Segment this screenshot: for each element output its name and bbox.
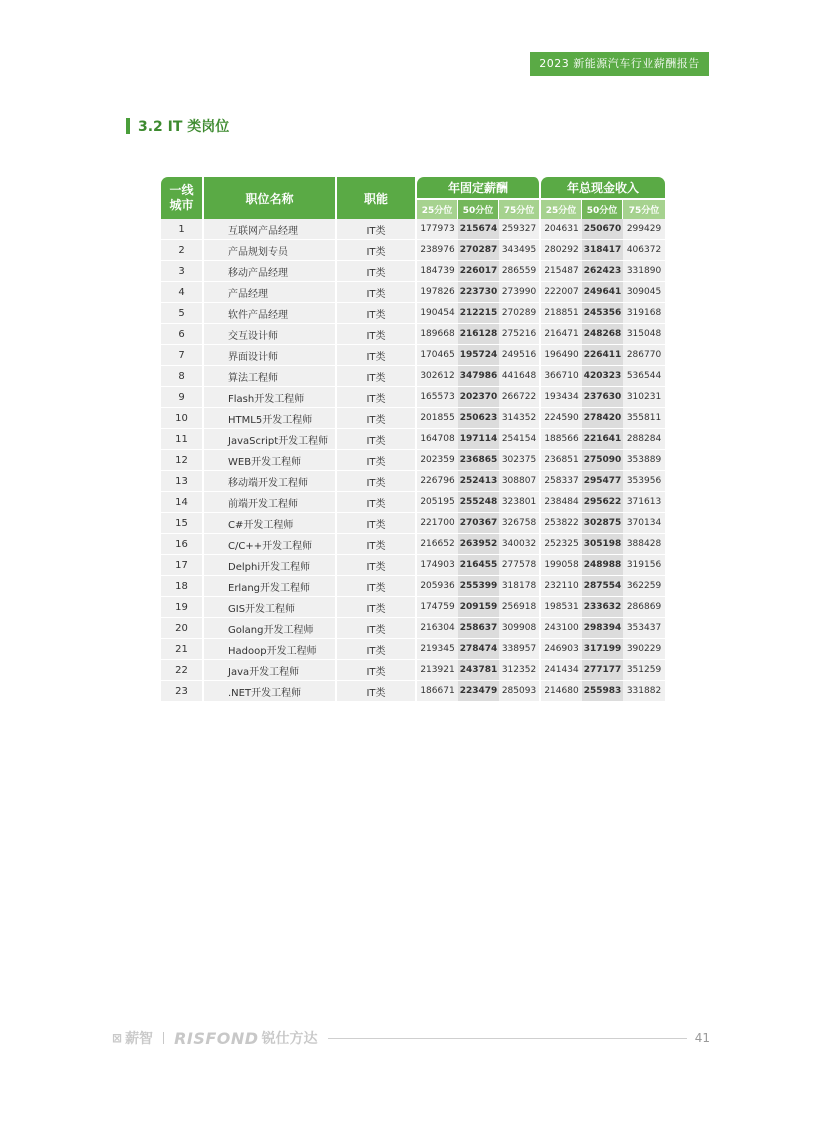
row-index: 20 xyxy=(161,618,204,639)
row-total-p25: 253822 xyxy=(541,513,582,534)
row-index: 22 xyxy=(161,660,204,681)
page-footer xyxy=(112,1027,710,1049)
row-position-name: 交互设计师 xyxy=(204,324,337,345)
row-fixed-p50: 243781 xyxy=(458,660,499,681)
row-total-p50: 237630 xyxy=(582,387,623,408)
row-fixed-p25: 302612 xyxy=(417,366,458,387)
row-fixed-p75: 273990 xyxy=(499,282,541,303)
row-function: IT类 xyxy=(337,303,417,324)
row-total-p25: 222007 xyxy=(541,282,582,303)
row-fixed-p75: 302375 xyxy=(499,450,541,471)
row-total-p75: 315048 xyxy=(623,324,665,345)
row-fixed-p75: 343495 xyxy=(499,240,541,261)
table-row xyxy=(161,219,665,240)
risfond-logo: RISFOND xyxy=(174,1028,259,1048)
row-fixed-p25: 186671 xyxy=(417,681,458,702)
table-row xyxy=(161,408,665,429)
row-fixed-p75: 275216 xyxy=(499,324,541,345)
row-total-p75: 406372 xyxy=(623,240,665,261)
row-total-p25: 246903 xyxy=(541,639,582,660)
row-position-name: Hadoop开发工程师 xyxy=(204,639,337,660)
row-fixed-p75: 441648 xyxy=(499,366,541,387)
row-index: 21 xyxy=(161,639,204,660)
row-total-p75: 351259 xyxy=(623,660,665,681)
row-fixed-p75: 309908 xyxy=(499,618,541,639)
row-total-p50: 248268 xyxy=(582,324,623,345)
row-total-p25: 238484 xyxy=(541,492,582,513)
row-fixed-p75: 340032 xyxy=(499,534,541,555)
row-fixed-p25: 216652 xyxy=(417,534,458,555)
row-fixed-p75: 270289 xyxy=(499,303,541,324)
row-function: IT类 xyxy=(337,618,417,639)
row-function: IT类 xyxy=(337,261,417,282)
row-fixed-p50: 216128 xyxy=(458,324,499,345)
row-total-p25: 199058 xyxy=(541,555,582,576)
table-row xyxy=(161,387,665,408)
salary-table xyxy=(161,177,665,702)
table-row xyxy=(161,660,665,681)
row-index: 9 xyxy=(161,387,204,408)
row-index: 1 xyxy=(161,219,204,240)
row-position-name: Erlang开发工程师 xyxy=(204,576,337,597)
row-index: 12 xyxy=(161,450,204,471)
row-total-p75: 288284 xyxy=(623,429,665,450)
section-heading xyxy=(126,118,229,134)
row-index: 4 xyxy=(161,282,204,303)
row-fixed-p25: 205195 xyxy=(417,492,458,513)
row-total-p25: 196490 xyxy=(541,345,582,366)
row-fixed-p25: 221700 xyxy=(417,513,458,534)
row-position-name: 移动产品经理 xyxy=(204,261,337,282)
row-total-p50: 221641 xyxy=(582,429,623,450)
row-fixed-p50: 223479 xyxy=(458,681,499,702)
row-total-p75: 319168 xyxy=(623,303,665,324)
row-total-p50: 420323 xyxy=(582,366,623,387)
table-row xyxy=(161,513,665,534)
row-index: 17 xyxy=(161,555,204,576)
row-index: 18 xyxy=(161,576,204,597)
row-position-name: 界面设计师 xyxy=(204,345,337,366)
row-index: 23 xyxy=(161,681,204,702)
row-fixed-p25: 219345 xyxy=(417,639,458,660)
xinzhi-logo-icon: ⊠ xyxy=(112,1031,123,1045)
row-fixed-p25: 201855 xyxy=(417,408,458,429)
row-function: IT类 xyxy=(337,513,417,534)
row-fixed-p25: 205936 xyxy=(417,576,458,597)
row-function: IT类 xyxy=(337,555,417,576)
row-position-name: 算法工程师 xyxy=(204,366,337,387)
table-row xyxy=(161,345,665,366)
row-fixed-p25: 190454 xyxy=(417,303,458,324)
row-function: IT类 xyxy=(337,576,417,597)
row-total-p50: 318417 xyxy=(582,240,623,261)
row-fixed-p50: 226017 xyxy=(458,261,499,282)
row-total-p50: 298394 xyxy=(582,618,623,639)
row-index: 16 xyxy=(161,534,204,555)
row-function: IT类 xyxy=(337,387,417,408)
header-total-cash: 年总现金收入 xyxy=(541,177,665,200)
row-index: 8 xyxy=(161,366,204,387)
row-position-name: GIS开发工程师 xyxy=(204,597,337,618)
header-city-tier xyxy=(161,177,204,219)
row-index: 7 xyxy=(161,345,204,366)
row-fixed-p75: 259327 xyxy=(499,219,541,240)
row-position-name: Flash开发工程师 xyxy=(204,387,337,408)
row-total-p75: 536544 xyxy=(623,366,665,387)
row-fixed-p25: 197826 xyxy=(417,282,458,303)
row-total-p50: 255983 xyxy=(582,681,623,702)
row-fixed-p75: 256918 xyxy=(499,597,541,618)
row-fixed-p75: 254154 xyxy=(499,429,541,450)
salary-table-body xyxy=(161,219,665,702)
row-index: 10 xyxy=(161,408,204,429)
row-fixed-p25: 177973 xyxy=(417,219,458,240)
row-total-p25: 258337 xyxy=(541,471,582,492)
row-position-name: 移动端开发工程师 xyxy=(204,471,337,492)
row-function: IT类 xyxy=(337,282,417,303)
row-total-p50: 249641 xyxy=(582,282,623,303)
row-function: IT类 xyxy=(337,429,417,450)
row-fixed-p50: 255399 xyxy=(458,576,499,597)
row-function: IT类 xyxy=(337,471,417,492)
row-fixed-p25: 189668 xyxy=(417,324,458,345)
row-total-p50: 317199 xyxy=(582,639,623,660)
row-fixed-p50: 270367 xyxy=(458,513,499,534)
row-fixed-p25: 202359 xyxy=(417,450,458,471)
row-total-p75: 331882 xyxy=(623,681,665,702)
row-total-p25: 252325 xyxy=(541,534,582,555)
row-fixed-p75: 318178 xyxy=(499,576,541,597)
row-fixed-p25: 238976 xyxy=(417,240,458,261)
row-fixed-p25: 226796 xyxy=(417,471,458,492)
row-fixed-p75: 323801 xyxy=(499,492,541,513)
row-total-p25: 241434 xyxy=(541,660,582,681)
row-fixed-p50: 223730 xyxy=(458,282,499,303)
header-fixed-p50: 50分位 xyxy=(458,200,499,219)
row-fixed-p75: 285093 xyxy=(499,681,541,702)
row-function: IT类 xyxy=(337,660,417,681)
row-fixed-p25: 184739 xyxy=(417,261,458,282)
row-total-p50: 302875 xyxy=(582,513,623,534)
row-fixed-p25: 170465 xyxy=(417,345,458,366)
row-total-p25: 193434 xyxy=(541,387,582,408)
row-total-p50: 275090 xyxy=(582,450,623,471)
report-title-tag: 2023 新能源汽车行业薪酬报告 xyxy=(530,52,709,76)
table-row xyxy=(161,240,665,261)
footer-divider xyxy=(163,1032,164,1044)
row-function: IT类 xyxy=(337,324,417,345)
risfond-logo-cn: 锐仕方达 xyxy=(261,1031,318,1047)
row-fixed-p50: 250623 xyxy=(458,408,499,429)
row-total-p25: 216471 xyxy=(541,324,582,345)
row-position-name: JavaScript开发工程师 xyxy=(204,429,337,450)
row-total-p50: 226411 xyxy=(582,345,623,366)
table-row xyxy=(161,597,665,618)
row-total-p75: 390229 xyxy=(623,639,665,660)
page-number: 41 xyxy=(694,1031,710,1045)
row-position-name: C/C++开发工程师 xyxy=(204,534,337,555)
row-total-p75: 362259 xyxy=(623,576,665,597)
row-fixed-p50: 197114 xyxy=(458,429,499,450)
header-function: 职能 xyxy=(337,177,417,219)
table-row xyxy=(161,492,665,513)
row-function: IT类 xyxy=(337,492,417,513)
row-total-p75: 353437 xyxy=(623,618,665,639)
header-position-name: 职位名称 xyxy=(204,177,337,219)
row-total-p25: 366710 xyxy=(541,366,582,387)
row-fixed-p50: 216455 xyxy=(458,555,499,576)
row-position-name: 互联网产品经理 xyxy=(204,219,337,240)
row-total-p50: 248988 xyxy=(582,555,623,576)
row-fixed-p75: 266722 xyxy=(499,387,541,408)
row-total-p50: 295477 xyxy=(582,471,623,492)
row-fixed-p25: 213921 xyxy=(417,660,458,681)
row-position-name: 前端开发工程师 xyxy=(204,492,337,513)
table-row xyxy=(161,429,665,450)
table-row xyxy=(161,261,665,282)
row-fixed-p50: 215674 xyxy=(458,219,499,240)
row-total-p75: 309045 xyxy=(623,282,665,303)
row-index: 13 xyxy=(161,471,204,492)
header-total-p25: 25分位 xyxy=(541,200,582,219)
row-index: 2 xyxy=(161,240,204,261)
row-fixed-p25: 174759 xyxy=(417,597,458,618)
row-total-p50: 233632 xyxy=(582,597,623,618)
row-index: 6 xyxy=(161,324,204,345)
row-function: IT类 xyxy=(337,219,417,240)
row-total-p75: 286770 xyxy=(623,345,665,366)
header-city-tier-label: 一线 城市 xyxy=(169,183,194,212)
table-row xyxy=(161,681,665,702)
row-fixed-p50: 255248 xyxy=(458,492,499,513)
footer-rule xyxy=(328,1038,687,1039)
row-total-p25: 218851 xyxy=(541,303,582,324)
table-row xyxy=(161,639,665,660)
table-row xyxy=(161,618,665,639)
row-fixed-p50: 209159 xyxy=(458,597,499,618)
row-function: IT类 xyxy=(337,240,417,261)
row-total-p50: 250670 xyxy=(582,219,623,240)
row-total-p75: 353889 xyxy=(623,450,665,471)
row-function: IT类 xyxy=(337,345,417,366)
row-position-name: Java开发工程师 xyxy=(204,660,337,681)
row-position-name: Delphi开发工程师 xyxy=(204,555,337,576)
row-total-p75: 299429 xyxy=(623,219,665,240)
row-index: 19 xyxy=(161,597,204,618)
row-fixed-p25: 164708 xyxy=(417,429,458,450)
row-total-p25: 232110 xyxy=(541,576,582,597)
row-total-p50: 262423 xyxy=(582,261,623,282)
header-fixed-salary: 年固定薪酬 xyxy=(417,177,541,200)
row-fixed-p50: 252413 xyxy=(458,471,499,492)
row-fixed-p25: 165573 xyxy=(417,387,458,408)
row-position-name: HTML5开发工程师 xyxy=(204,408,337,429)
row-total-p75: 371613 xyxy=(623,492,665,513)
row-function: IT类 xyxy=(337,408,417,429)
row-index: 5 xyxy=(161,303,204,324)
row-index: 14 xyxy=(161,492,204,513)
row-total-p25: 214680 xyxy=(541,681,582,702)
row-fixed-p50: 202370 xyxy=(458,387,499,408)
table-row xyxy=(161,366,665,387)
row-total-p50: 305198 xyxy=(582,534,623,555)
section-title: 3.2 IT 类岗位 xyxy=(138,119,230,135)
table-row xyxy=(161,471,665,492)
row-total-p25: 204631 xyxy=(541,219,582,240)
row-function: IT类 xyxy=(337,450,417,471)
row-fixed-p50: 263952 xyxy=(458,534,499,555)
row-fixed-p50: 236865 xyxy=(458,450,499,471)
row-function: IT类 xyxy=(337,639,417,660)
table-row xyxy=(161,555,665,576)
row-position-name: 产品规划专员 xyxy=(204,240,337,261)
row-total-p25: 198531 xyxy=(541,597,582,618)
row-position-name: WEB开发工程师 xyxy=(204,450,337,471)
row-total-p75: 319156 xyxy=(623,555,665,576)
row-fixed-p75: 286559 xyxy=(499,261,541,282)
row-fixed-p75: 312352 xyxy=(499,660,541,681)
header-fixed-p75: 75分位 xyxy=(499,200,541,219)
row-total-p25: 280292 xyxy=(541,240,582,261)
row-fixed-p50: 270287 xyxy=(458,240,499,261)
header-fixed-p25: 25分位 xyxy=(417,200,458,219)
row-function: IT类 xyxy=(337,681,417,702)
row-total-p25: 188566 xyxy=(541,429,582,450)
row-fixed-p25: 216304 xyxy=(417,618,458,639)
row-total-p50: 277177 xyxy=(582,660,623,681)
row-fixed-p50: 195724 xyxy=(458,345,499,366)
row-index: 15 xyxy=(161,513,204,534)
row-total-p25: 224590 xyxy=(541,408,582,429)
salary-table-container xyxy=(161,177,665,702)
row-total-p75: 310231 xyxy=(623,387,665,408)
row-index: 3 xyxy=(161,261,204,282)
table-row xyxy=(161,282,665,303)
row-fixed-p75: 338957 xyxy=(499,639,541,660)
row-function: IT类 xyxy=(337,366,417,387)
row-total-p75: 370134 xyxy=(623,513,665,534)
row-total-p50: 278420 xyxy=(582,408,623,429)
section-marker xyxy=(126,118,130,134)
header-total-p75: 75分位 xyxy=(623,200,665,219)
row-position-name: 软件产品经理 xyxy=(204,303,337,324)
row-fixed-p50: 278474 xyxy=(458,639,499,660)
row-position-name: .NET开发工程师 xyxy=(204,681,337,702)
table-row xyxy=(161,303,665,324)
row-fixed-p75: 308807 xyxy=(499,471,541,492)
row-fixed-p75: 326758 xyxy=(499,513,541,534)
table-row xyxy=(161,534,665,555)
xinzhi-logo-text: 薪智 xyxy=(125,1031,154,1047)
table-row xyxy=(161,324,665,345)
row-total-p75: 286869 xyxy=(623,597,665,618)
row-fixed-p50: 258637 xyxy=(458,618,499,639)
table-row xyxy=(161,576,665,597)
row-total-p50: 245356 xyxy=(582,303,623,324)
row-position-name: Golang开发工程师 xyxy=(204,618,337,639)
row-fixed-p75: 249516 xyxy=(499,345,541,366)
row-fixed-p75: 314352 xyxy=(499,408,541,429)
row-total-p25: 236851 xyxy=(541,450,582,471)
row-position-name: C#开发工程师 xyxy=(204,513,337,534)
table-row xyxy=(161,450,665,471)
row-function: IT类 xyxy=(337,597,417,618)
row-total-p75: 355811 xyxy=(623,408,665,429)
row-total-p75: 388428 xyxy=(623,534,665,555)
row-total-p75: 353956 xyxy=(623,471,665,492)
row-function: IT类 xyxy=(337,534,417,555)
row-total-p50: 295622 xyxy=(582,492,623,513)
row-position-name: 产品经理 xyxy=(204,282,337,303)
row-index: 11 xyxy=(161,429,204,450)
row-total-p25: 243100 xyxy=(541,618,582,639)
row-total-p25: 215487 xyxy=(541,261,582,282)
header-total-p50: 50分位 xyxy=(582,200,623,219)
row-total-p75: 331890 xyxy=(623,261,665,282)
row-fixed-p25: 174903 xyxy=(417,555,458,576)
row-fixed-p50: 347986 xyxy=(458,366,499,387)
row-fixed-p50: 212215 xyxy=(458,303,499,324)
row-fixed-p75: 277578 xyxy=(499,555,541,576)
xinzhi-logo xyxy=(112,1028,153,1048)
row-total-p50: 287554 xyxy=(582,576,623,597)
